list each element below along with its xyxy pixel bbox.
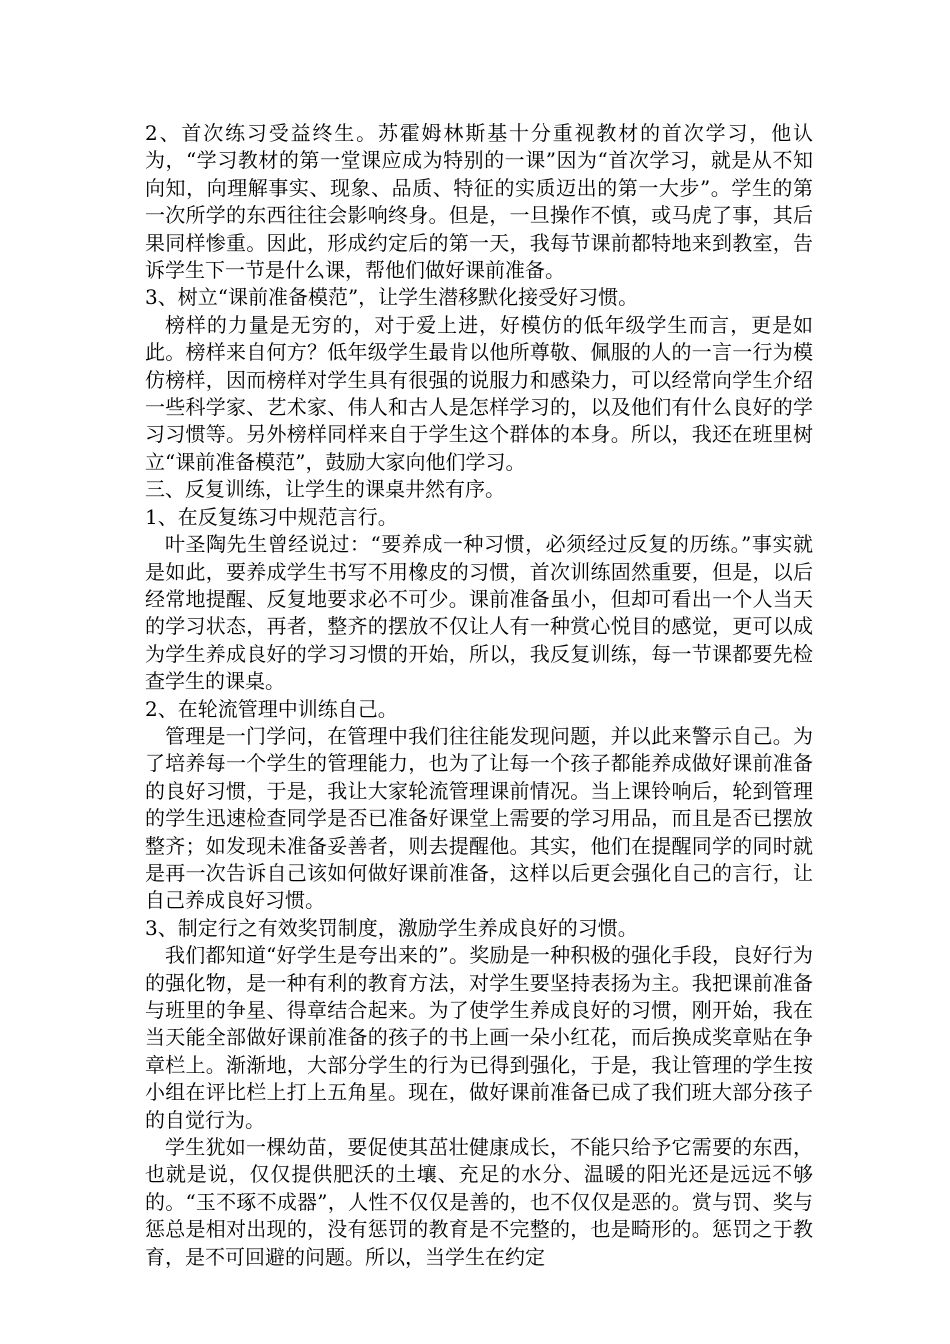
paragraph-seedling-analogy: 学生犹如一棵幼苗，要促使其茁壮健康成长，不能只给予它需要的东西，也就是说，仅仅提供肥沃的土壤、充足的水分、温暖的阳光还是远远不够的。“玉不琢不成器”，人性不仅仅是善的，也不仅仅是恶的。赏与罚、奖与惩总是相对出现的，没有惩罚的教育是不完整的，也是畸形的。惩罚之于教育，是不可回避的问题。所以，当学生在约定: [145, 1135, 813, 1269]
paragraph-first-practice: 2、首次练习受益终生。苏霍姆林斯基十分重视教材的首次学习，他认为，“学习教材的第一堂课应成为特别的一课”因为“首次学习，就是从不知向知，向理解事实、现象、品质、特征的实质迈出的第一大步”。学生的第一次所学的东西往往会影响终身。但是，一旦操作不慎，或马虎了事，其后果同样惨重。因此，形成约定后的第一天，我每节课前都特地来到教室，告诉学生下一节是什么课，帮他们做好课前准备。: [145, 121, 813, 283]
paragraph-repeated-practice: 叶圣陶先生曾经说过：“要养成一种习惯，必须经过反复的历练。”事实就是如此，要养成学生书写不用橡皮的习惯，首次训练固然重要，但是，以后经常地提醒、反复地要求必不可少。课前准备虽小，但却可看出一个人当天的学习状态，再者，整齐的摆放不仅让人有一种赏心悦目的感觉，更可以成为学生养成良好的学习习惯的开始，所以，我反复训练，每一节课都要先检查学生的课桌。: [145, 532, 813, 694]
paragraph-rotating-management: 管理是一门学问，在管理中我们往往能发现问题，并以此来警示自己。为了培养每一个学生的管理能力，也为了让每一个孩子都能养成做好课前准备的良好习惯，于是，我让大家轮流管理课前情况。当上课铃响后，轮到管理的学生迅速检查同学是否已准备好课堂上需要的学习用品，而且是否已摆放整齐；如发现未准备妥善者，则去提醒他。其实，他们在提醒同学的同时就是再一次告诉自己该如何做好课前准备，这样以后更会强化自己的言行，让自己养成良好习惯。: [145, 723, 813, 913]
paragraph-role-model: 榜样的力量是无穷的，对于爱上进，好模仿的低年级学生而言，更是如此。榜样来自何方？低年级学生最肯以他所尊敬、佩服的人的一言一行为模仿榜样，因而榜样对学生具有很强的说服力和感染力，可以经常向学生介绍一些科学家、艺术家、伟人和古人是怎样学习的，以及他们有什么良好的学习习惯等。另外榜样同样来自于学生这个群体的本身。所以，我还在班里树立“课前准备模范”，鼓励大家向他们学习。: [145, 312, 813, 474]
document-body: [145, 120, 813, 1271]
heading-rotating-management: 2、在轮流管理中训练自己。: [145, 696, 398, 721]
heading-reward-system: 3、制定行之有效奖罚制度，激励学生养成良好的习惯。: [145, 915, 638, 940]
heading-repeated-practice: 1、在反复练习中规范言行。: [145, 504, 398, 529]
heading-role-model: 3、树立“课前准备模范”，让学生潜移默化接受好习惯。: [145, 285, 639, 310]
paragraph-reward-system: 我们都知道“好学生是夸出来的”。奖励是一种积极的强化手段，良好行为的强化物，是一种有利的教育方法，对学生要坚持表扬为主。我把课前准备与班里的争星、得章结合起来。为了使学生养成良好的习惯，刚开始，我在当天能全部做好课前准备的孩子的书上画一朵小红花，而后换成奖章贴在争章栏上。渐渐地，大部分学生的行为已得到强化，于是，我让管理的学生按小组在评比栏上打上五角星。现在，做好课前准备已成了我们班大部分孩子的自觉行为。: [145, 943, 813, 1132]
section-heading-repeated-training: 三、反复训练，让学生的课桌井然有序。: [145, 477, 505, 502]
